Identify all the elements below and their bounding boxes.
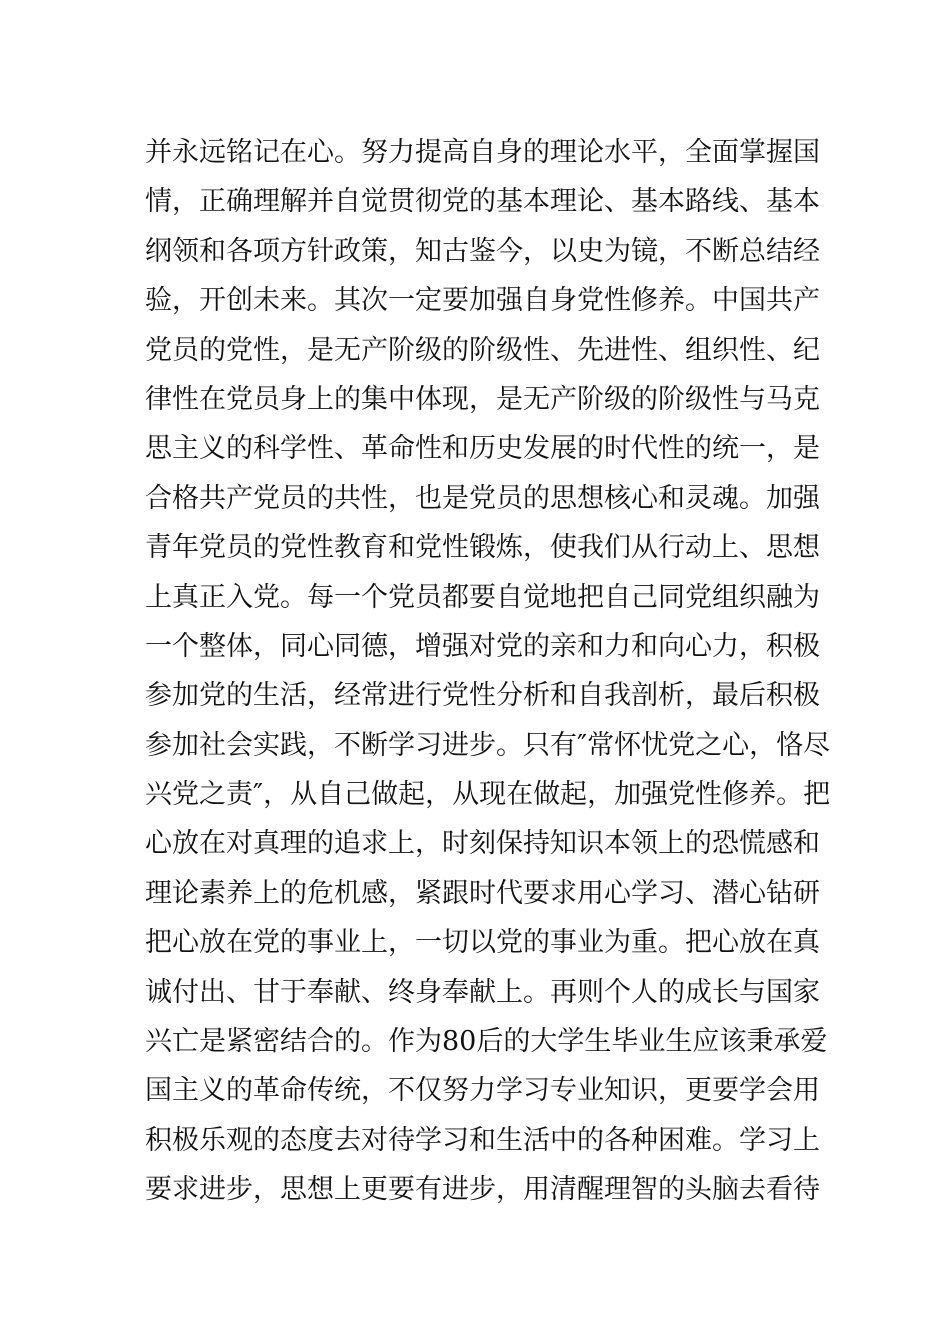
text-line: 合格共产党员的共性，也是党员的思想核心和灵魂。加强 — [145, 482, 820, 514]
text-line: 参加党的生活，经常进行党性分析和自我剖析，最后积极 — [145, 680, 820, 712]
text-line: 参加社会实践，不断学习进步。只有″常怀忧党之心，恪尽 — [145, 729, 831, 761]
text-line: 国主义的革命传统，不仅努力学习专业知识，更要学会用 — [145, 1075, 820, 1107]
text-line: 党员的党性，是无产阶级的阶级性、先进性、组织性、纪 — [145, 334, 820, 366]
text-line: 青年党员的党性教育和党性锻炼，使我们从行动上、思想 — [145, 532, 820, 564]
text-line: 律性在党员身上的集中体现，是无产阶级的阶级性与马克 — [145, 383, 820, 415]
text-line: 把心放在党的事业上，一切以党的事业为重。把心放在真 — [145, 927, 820, 959]
text-line: 并永远铭记在心。努力提高自身的理论水平，全面掌握国 — [145, 137, 820, 168]
text-line: 要求进步，思想上更要有进步，用清醒理智的头脑去看待 — [145, 1174, 820, 1206]
text-line: 积极乐观的态度去对待学习和生活中的各种困难。学习上 — [145, 1124, 820, 1156]
text-line: 上真正入党。每一个党员都要自觉地把自己同党组织融为 — [145, 581, 820, 613]
text-line: 理论素养上的危机感，紧跟时代要求用心学习、潜心钻研 — [145, 877, 820, 909]
text-line: 一个整体，同心同德，增强对党的亲和力和向心力，积极 — [145, 630, 820, 662]
text-line: 兴党之责″，从自己做起，从现在做起，加强党性修养。把 — [145, 779, 831, 811]
text-line: 心放在对真理的追求上，时刻保持知识本领上的恐慌感和 — [145, 828, 820, 860]
text-line: 兴亡是紧密结合的。作为80后的大学生毕业生应该秉承爱 — [145, 1026, 828, 1058]
text-line: 诚付出、甘于奉献、终身奉献上。再则个人的成长与国家 — [145, 976, 820, 1008]
text-line: 情，正确理解并自觉贯彻党的基本理论、基本路线、基本 — [145, 186, 820, 218]
text-line: 纲领和各项方针政策，知古鉴今，以史为镜，不断总结经 — [145, 235, 820, 267]
text-line: 思主义的科学性、革命性和历史发展的时代性的统一，是 — [145, 433, 820, 465]
body-text — [145, 128, 831, 1215]
text-line: 验，开创未来。其次一定要加强自身党性修养。中国共产 — [145, 285, 820, 317]
